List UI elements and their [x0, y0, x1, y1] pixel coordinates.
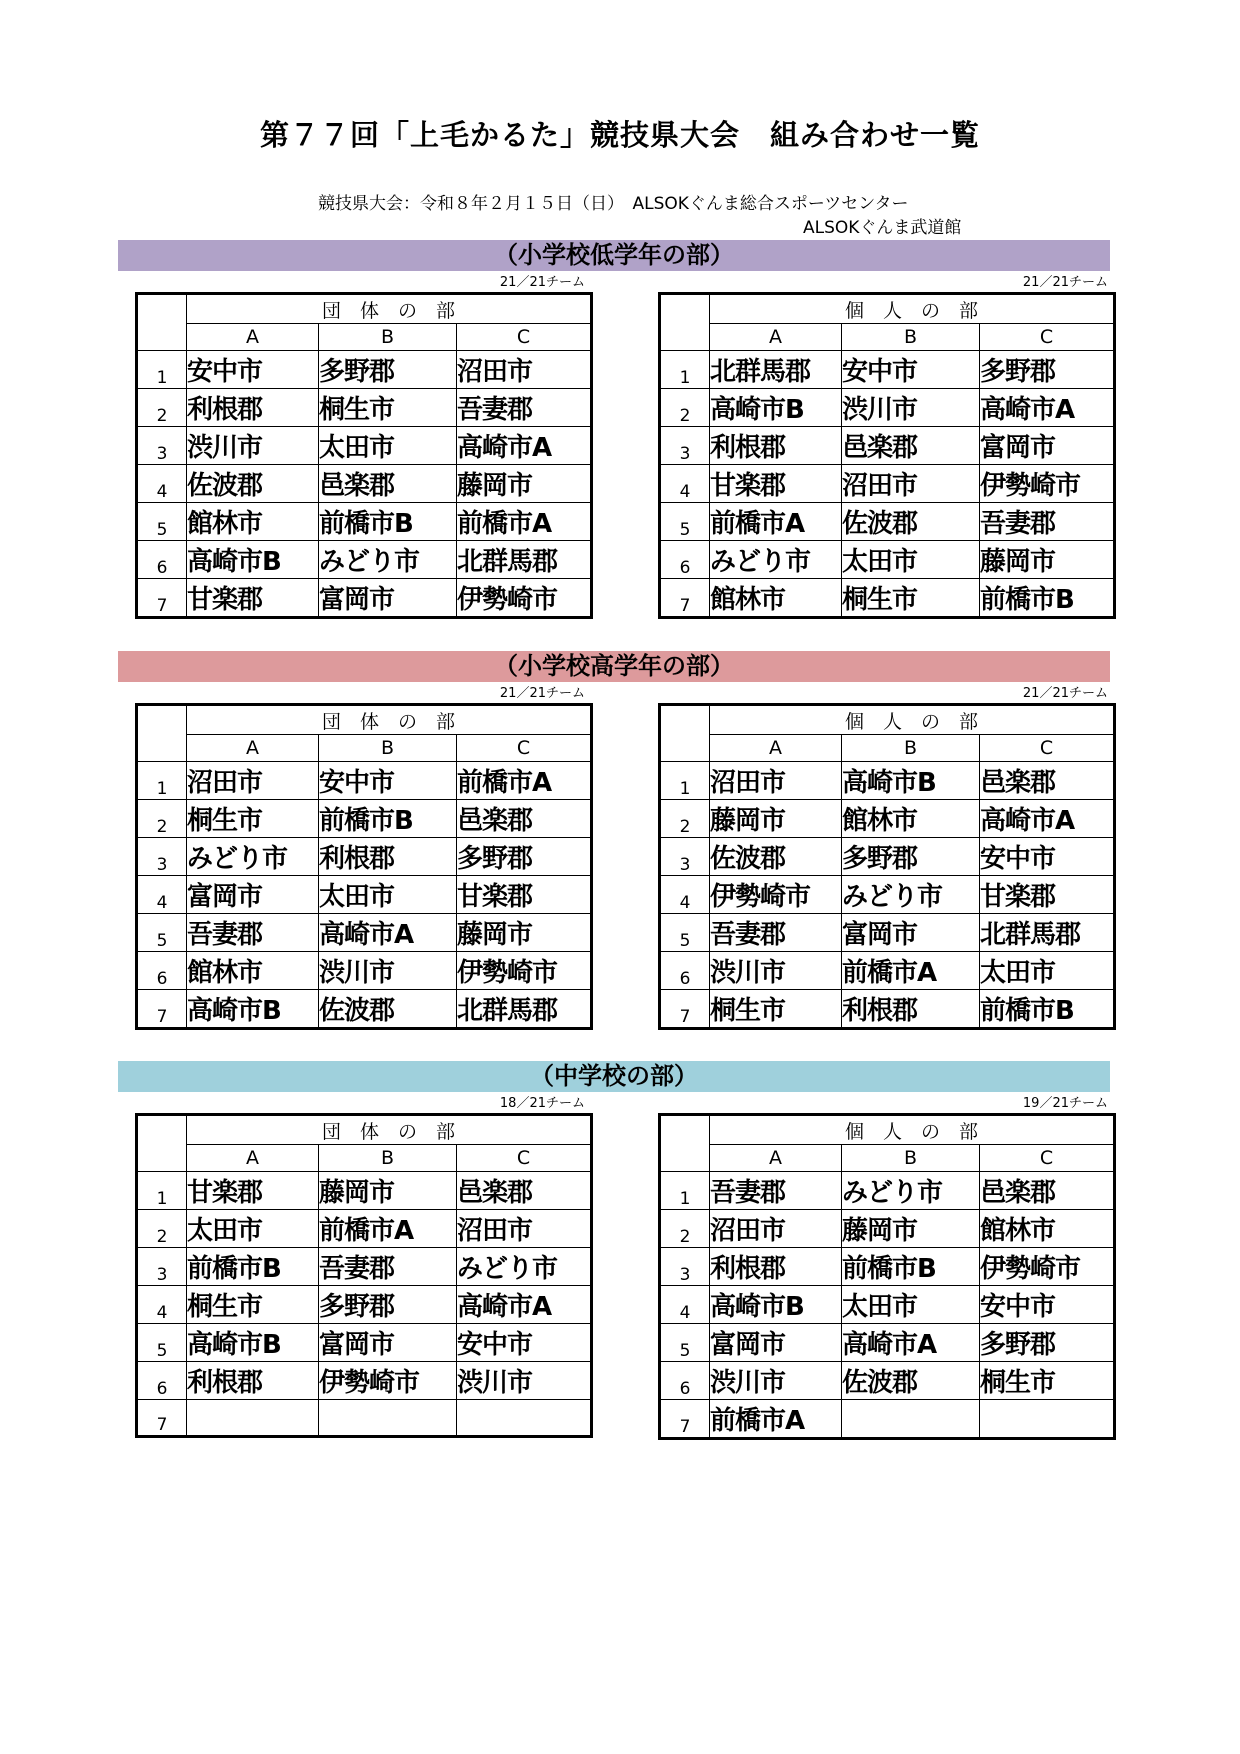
- cell-c: 邑楽郡: [457, 1172, 592, 1210]
- venue-line-2: ALSOKぐんま武道館: [803, 218, 962, 238]
- column-header: A: [187, 324, 319, 351]
- table-row: [137, 838, 592, 876]
- row-number: 2: [660, 389, 710, 427]
- cell-b: 前橋市B: [842, 1248, 980, 1286]
- cell-b: 多野郡: [319, 1286, 457, 1324]
- table-row: [660, 1248, 1115, 1286]
- cell-c: 館林市: [980, 1210, 1115, 1248]
- row-number: 3: [660, 427, 710, 465]
- column-header: C: [457, 1145, 592, 1172]
- cell-b: 佐波郡: [842, 503, 980, 541]
- cell-a: 利根郡: [187, 389, 319, 427]
- section-heading-lower: （小学校低学年の部）: [118, 240, 1110, 271]
- table-row: [137, 1400, 592, 1437]
- row-number: 4: [660, 1286, 710, 1324]
- team-table-middle: [135, 1113, 593, 1438]
- cell-b: 利根郡: [842, 990, 980, 1029]
- cell-b: 伊勢崎市: [319, 1362, 457, 1400]
- cell-c: 前橋市B: [980, 579, 1115, 618]
- cell-b: 邑楽郡: [842, 427, 980, 465]
- table-row: [137, 990, 592, 1029]
- column-header: A: [187, 735, 319, 762]
- table-row: [137, 952, 592, 990]
- cell-a: 富岡市: [187, 876, 319, 914]
- cell-a: 藤岡市: [710, 800, 842, 838]
- cell-c: 北群馬郡: [980, 914, 1115, 952]
- row-number: 5: [137, 503, 187, 541]
- cell-a: 甘楽郡: [710, 465, 842, 503]
- cell-b: 吾妻郡: [319, 1248, 457, 1286]
- cell-b: 渋川市: [319, 952, 457, 990]
- row-number: 3: [137, 1248, 187, 1286]
- cell-b: [319, 1400, 457, 1437]
- row-number: 7: [137, 990, 187, 1029]
- cell-a: 北群馬郡: [710, 351, 842, 389]
- cell-c: 甘楽郡: [457, 876, 592, 914]
- individual-table-middle: [658, 1113, 1116, 1440]
- cell-c: 高崎市A: [980, 389, 1115, 427]
- table-row: [660, 838, 1115, 876]
- cell-c: 安中市: [457, 1324, 592, 1362]
- row-number: 1: [137, 351, 187, 389]
- cell-b: 安中市: [319, 762, 457, 800]
- cell-b: 館林市: [842, 800, 980, 838]
- column-header: C: [457, 735, 592, 762]
- cell-a: 高崎市B: [187, 990, 319, 1029]
- cell-c: 高崎市A: [457, 1286, 592, 1324]
- cell-b: 安中市: [842, 351, 980, 389]
- individual-count-upper: 21／21チーム: [1022, 686, 1108, 701]
- cell-a: 富岡市: [710, 1324, 842, 1362]
- cell-a: 館林市: [187, 952, 319, 990]
- table-row: [660, 800, 1115, 838]
- table-row: [660, 1172, 1115, 1210]
- cell-a: 吾妻郡: [710, 914, 842, 952]
- row-number: 6: [660, 541, 710, 579]
- row-number: 2: [137, 389, 187, 427]
- column-header: B: [842, 324, 980, 351]
- individual-count-lower: 21／21チーム: [1022, 275, 1108, 290]
- cell-c: 高崎市A: [457, 427, 592, 465]
- cell-a: みどり市: [710, 541, 842, 579]
- row-number: 2: [137, 800, 187, 838]
- row-number: 3: [137, 838, 187, 876]
- cell-c: 沼田市: [457, 351, 592, 389]
- cell-b: 藤岡市: [319, 1172, 457, 1210]
- cell-b: 佐波郡: [319, 990, 457, 1029]
- row-number: 2: [660, 1210, 710, 1248]
- team-table-upper: [135, 703, 593, 1030]
- cell-b: 邑楽郡: [319, 465, 457, 503]
- cell-c: 富岡市: [980, 427, 1115, 465]
- cell-b: 太田市: [319, 427, 457, 465]
- cell-c: 桐生市: [980, 1362, 1115, 1400]
- cell-a: 前橋市B: [187, 1248, 319, 1286]
- cell-a: 桐生市: [187, 1286, 319, 1324]
- column-header: C: [457, 324, 592, 351]
- row-number: 7: [137, 1400, 187, 1437]
- row-number: 3: [660, 838, 710, 876]
- cell-b: 高崎市A: [842, 1324, 980, 1362]
- table-row: [137, 800, 592, 838]
- table-row: [137, 1248, 592, 1286]
- table-row: [660, 1324, 1115, 1362]
- cell-c: 前橋市A: [457, 762, 592, 800]
- column-header: A: [710, 324, 842, 351]
- cell-b: 前橋市B: [319, 800, 457, 838]
- row-number: 3: [660, 1248, 710, 1286]
- individual-table-label: 個 人 の 部: [710, 705, 1115, 735]
- section-heading-middle: （中学校の部）: [118, 1061, 1110, 1092]
- row-number: 5: [660, 503, 710, 541]
- cell-c: 多野郡: [457, 838, 592, 876]
- table-row: [660, 1400, 1115, 1439]
- cell-a: 高崎市B: [187, 1324, 319, 1362]
- table-row: [660, 952, 1115, 990]
- individual-table-lower: [658, 292, 1116, 619]
- cell-a: 渋川市: [710, 952, 842, 990]
- row-number: 7: [660, 990, 710, 1029]
- row-number: 1: [660, 1172, 710, 1210]
- table-row: [137, 465, 592, 503]
- cell-a: 前橋市A: [710, 1400, 842, 1439]
- row-number: 7: [660, 1400, 710, 1439]
- cell-a: 渋川市: [710, 1362, 842, 1400]
- cell-a: 甘楽郡: [187, 579, 319, 618]
- table-row: [137, 1324, 592, 1362]
- corner-cell: [660, 1115, 710, 1172]
- table-row: [137, 351, 592, 389]
- team-count-middle: 18／21チーム: [499, 1096, 585, 1111]
- row-number: 3: [137, 427, 187, 465]
- cell-a: 吾妻郡: [187, 914, 319, 952]
- cell-a: 佐波郡: [187, 465, 319, 503]
- cell-b: 前橋市A: [842, 952, 980, 990]
- row-number: 2: [137, 1210, 187, 1248]
- team-table-label: 団 体 の 部: [187, 1115, 592, 1145]
- cell-b: みどり市: [319, 541, 457, 579]
- column-header: B: [319, 1145, 457, 1172]
- team-table-label: 団 体 の 部: [187, 294, 592, 324]
- table-row: [660, 876, 1115, 914]
- cell-c: 前橋市A: [457, 503, 592, 541]
- column-header: B: [319, 324, 457, 351]
- cell-a: 前橋市A: [710, 503, 842, 541]
- team-count-upper: 21／21チーム: [499, 686, 585, 701]
- corner-cell: [137, 294, 187, 351]
- cell-a: 桐生市: [187, 800, 319, 838]
- cell-b: 多野郡: [842, 838, 980, 876]
- table-row: [137, 389, 592, 427]
- cell-b: 沼田市: [842, 465, 980, 503]
- row-number: 6: [660, 952, 710, 990]
- row-number: 7: [660, 579, 710, 618]
- row-number: 6: [137, 952, 187, 990]
- cell-a: 高崎市B: [187, 541, 319, 579]
- table-row: [660, 427, 1115, 465]
- table-row: [660, 1362, 1115, 1400]
- table-row: [137, 427, 592, 465]
- cell-a: 利根郡: [710, 427, 842, 465]
- cell-b: 利根郡: [319, 838, 457, 876]
- cell-c: 太田市: [980, 952, 1115, 990]
- cell-b: 前橋市A: [319, 1210, 457, 1248]
- cell-a: 伊勢崎市: [710, 876, 842, 914]
- table-row: [137, 1172, 592, 1210]
- cell-c: 沼田市: [457, 1210, 592, 1248]
- table-row: [660, 503, 1115, 541]
- table-row: [660, 541, 1115, 579]
- cell-c: 多野郡: [980, 351, 1115, 389]
- row-number: 5: [660, 914, 710, 952]
- cell-a: 沼田市: [710, 1210, 842, 1248]
- table-row: [660, 990, 1115, 1029]
- section-heading-upper: （小学校高学年の部）: [118, 651, 1110, 682]
- cell-c: みどり市: [457, 1248, 592, 1286]
- page-title: 第７７回「上毛かるた」競技県大会 組み合わせ一覧: [259, 118, 980, 152]
- cell-c: 高崎市A: [980, 800, 1115, 838]
- table-row: [660, 351, 1115, 389]
- table-row: [660, 914, 1115, 952]
- cell-b: みどり市: [842, 876, 980, 914]
- cell-a: 太田市: [187, 1210, 319, 1248]
- row-number: 6: [660, 1362, 710, 1400]
- table-row: [137, 503, 592, 541]
- cell-c: 前橋市B: [980, 990, 1115, 1029]
- individual-count-middle: 19／21チーム: [1022, 1096, 1108, 1111]
- cell-c: [980, 1400, 1115, 1439]
- cell-b: 太田市: [842, 1286, 980, 1324]
- row-number: 4: [137, 876, 187, 914]
- table-row: [137, 1210, 592, 1248]
- team-table-label: 団 体 の 部: [187, 705, 592, 735]
- cell-a: 館林市: [187, 503, 319, 541]
- table-row: [660, 762, 1115, 800]
- column-header: A: [187, 1145, 319, 1172]
- row-number: 5: [137, 1324, 187, 1362]
- cell-b: 渋川市: [842, 389, 980, 427]
- cell-a: 高崎市B: [710, 389, 842, 427]
- cell-a: [187, 1400, 319, 1437]
- cell-c: [457, 1400, 592, 1437]
- column-header: B: [842, 735, 980, 762]
- cell-a: 沼田市: [187, 762, 319, 800]
- row-number: 5: [137, 914, 187, 952]
- table-row: [660, 465, 1115, 503]
- cell-c: 北群馬郡: [457, 541, 592, 579]
- individual-table-label: 個 人 の 部: [710, 294, 1115, 324]
- cell-b: 桐生市: [319, 389, 457, 427]
- cell-b: 富岡市: [319, 1324, 457, 1362]
- column-header: B: [842, 1145, 980, 1172]
- row-number: 6: [137, 1362, 187, 1400]
- table-row: [137, 876, 592, 914]
- cell-c: 藤岡市: [980, 541, 1115, 579]
- table-row: [660, 1210, 1115, 1248]
- cell-c: 渋川市: [457, 1362, 592, 1400]
- cell-a: 甘楽郡: [187, 1172, 319, 1210]
- individual-table-upper: [658, 703, 1116, 1030]
- row-number: 4: [660, 465, 710, 503]
- cell-c: 邑楽郡: [457, 800, 592, 838]
- cell-c: 伊勢崎市: [980, 465, 1115, 503]
- cell-c: 甘楽郡: [980, 876, 1115, 914]
- column-header: A: [710, 735, 842, 762]
- column-header: B: [319, 735, 457, 762]
- row-number: 1: [137, 1172, 187, 1210]
- column-header: C: [980, 1145, 1115, 1172]
- corner-cell: [137, 1115, 187, 1172]
- column-header: A: [710, 1145, 842, 1172]
- row-number: 4: [137, 1286, 187, 1324]
- cell-b: 前橋市B: [319, 503, 457, 541]
- venue-line-1: 競技県大会：令和８年２月１５日（日） ALSOKぐんま総合スポーツセンター: [318, 194, 909, 214]
- cell-b: [842, 1400, 980, 1439]
- column-header: C: [980, 324, 1115, 351]
- row-number: 2: [660, 800, 710, 838]
- cell-c: 吾妻郡: [457, 389, 592, 427]
- cell-c: 藤岡市: [457, 914, 592, 952]
- cell-c: 邑楽郡: [980, 762, 1115, 800]
- table-row: [137, 762, 592, 800]
- row-number: 6: [137, 541, 187, 579]
- table-row: [137, 579, 592, 618]
- cell-b: 桐生市: [842, 579, 980, 618]
- cell-b: 太田市: [842, 541, 980, 579]
- team-count-lower: 21／21チーム: [499, 275, 585, 290]
- cell-b: 藤岡市: [842, 1210, 980, 1248]
- cell-c: 邑楽郡: [980, 1172, 1115, 1210]
- column-header: C: [980, 735, 1115, 762]
- row-number: 4: [660, 876, 710, 914]
- cell-c: 藤岡市: [457, 465, 592, 503]
- row-number: 7: [137, 579, 187, 618]
- cell-b: 高崎市B: [842, 762, 980, 800]
- cell-b: 太田市: [319, 876, 457, 914]
- row-number: 1: [660, 762, 710, 800]
- cell-c: 北群馬郡: [457, 990, 592, 1029]
- table-row: [660, 579, 1115, 618]
- cell-c: 伊勢崎市: [980, 1248, 1115, 1286]
- cell-a: 館林市: [710, 579, 842, 618]
- corner-cell: [137, 705, 187, 762]
- corner-cell: [660, 294, 710, 351]
- table-row: [137, 1362, 592, 1400]
- cell-a: 利根郡: [710, 1248, 842, 1286]
- cell-b: 高崎市A: [319, 914, 457, 952]
- cell-a: 高崎市B: [710, 1286, 842, 1324]
- row-number: 1: [660, 351, 710, 389]
- cell-c: 伊勢崎市: [457, 579, 592, 618]
- team-table-lower: [135, 292, 593, 619]
- cell-a: 吾妻郡: [710, 1172, 842, 1210]
- row-number: 4: [137, 465, 187, 503]
- cell-a: 沼田市: [710, 762, 842, 800]
- cell-a: 利根郡: [187, 1362, 319, 1400]
- cell-c: 多野郡: [980, 1324, 1115, 1362]
- table-row: [137, 1286, 592, 1324]
- cell-b: 富岡市: [319, 579, 457, 618]
- cell-b: 富岡市: [842, 914, 980, 952]
- cell-c: 安中市: [980, 1286, 1115, 1324]
- cell-c: 伊勢崎市: [457, 952, 592, 990]
- corner-cell: [660, 705, 710, 762]
- individual-table-label: 個 人 の 部: [710, 1115, 1115, 1145]
- row-number: 1: [137, 762, 187, 800]
- cell-c: 吾妻郡: [980, 503, 1115, 541]
- cell-a: 安中市: [187, 351, 319, 389]
- cell-a: 佐波郡: [710, 838, 842, 876]
- cell-b: みどり市: [842, 1172, 980, 1210]
- cell-a: みどり市: [187, 838, 319, 876]
- table-row: [660, 1286, 1115, 1324]
- cell-a: 渋川市: [187, 427, 319, 465]
- cell-b: 多野郡: [319, 351, 457, 389]
- table-row: [660, 389, 1115, 427]
- cell-a: 桐生市: [710, 990, 842, 1029]
- cell-c: 安中市: [980, 838, 1115, 876]
- table-row: [137, 914, 592, 952]
- row-number: 5: [660, 1324, 710, 1362]
- table-row: [137, 541, 592, 579]
- cell-b: 佐波郡: [842, 1362, 980, 1400]
